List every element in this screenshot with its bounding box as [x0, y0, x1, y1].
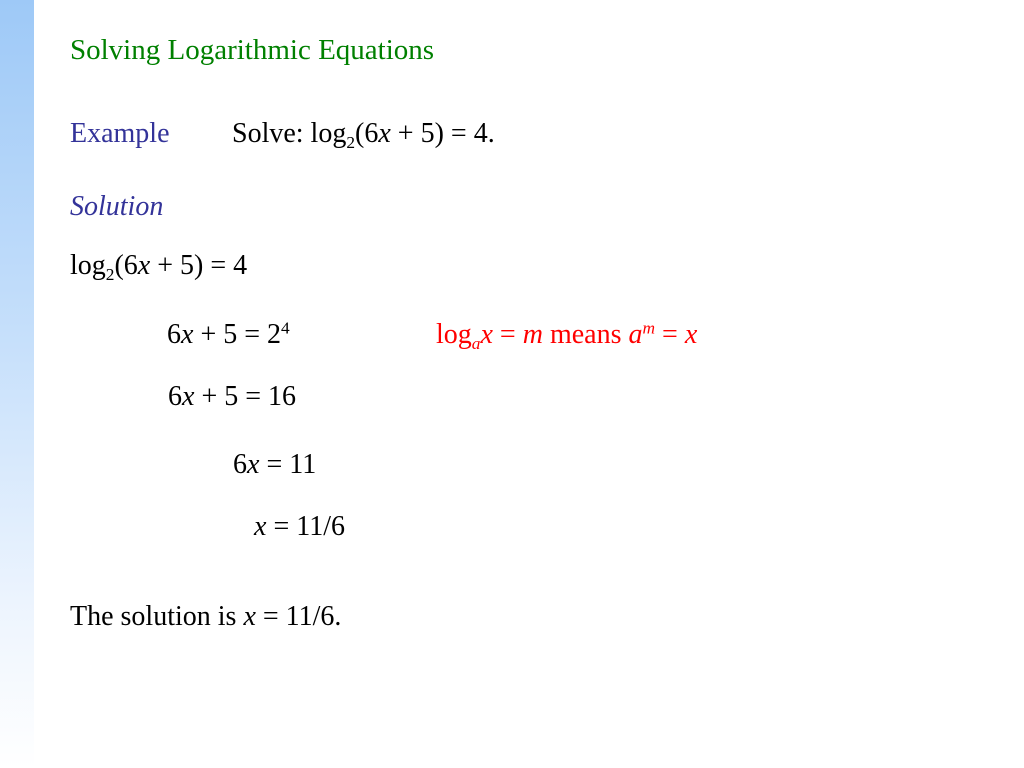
step-5-variable: x — [254, 511, 267, 542]
step-4-coef: 6 — [233, 449, 247, 480]
conclusion-variable: x — [243, 601, 256, 632]
problem-rest: + 5) = 4. — [390, 118, 495, 149]
rule-a: a — [628, 319, 643, 350]
step-1-open: (6 — [114, 250, 138, 281]
rule-x: x — [480, 319, 493, 350]
solution-step-3 — [168, 383, 296, 411]
slide-title: Solving Logarithmic Equations — [70, 34, 435, 66]
log-definition-rule — [436, 318, 698, 354]
problem-variable: x — [378, 118, 391, 149]
step-2-mid: + 5 = 2 — [193, 319, 282, 350]
rule-eq2: = — [655, 319, 685, 350]
solution-step-2 — [167, 318, 290, 350]
step-4-rest: = 11 — [259, 449, 317, 480]
step-2-variable: x — [181, 319, 194, 350]
example-label: Example — [70, 118, 170, 149]
step-1-base: 2 — [105, 265, 115, 285]
solution-label: Solution — [70, 191, 164, 222]
rule-x2: x — [684, 319, 698, 350]
step-4-variable: x — [247, 449, 260, 480]
step-3-rest: + 5 = 16 — [194, 381, 297, 412]
step-1-rest: + 5) = 4 — [150, 250, 248, 281]
problem-arg-open: (6 — [355, 118, 379, 149]
step-3-coef: 6 — [168, 381, 182, 412]
step-2-exponent: 4 — [281, 318, 290, 338]
solution-step-4 — [233, 451, 316, 479]
step-1-variable: x — [137, 250, 151, 281]
problem-log-base: 2 — [346, 133, 356, 153]
problem-statement — [232, 118, 495, 153]
rule-base: a — [471, 334, 481, 354]
step-5-rest: = 11/6 — [266, 511, 345, 542]
solution-step-1 — [70, 250, 248, 285]
rule-log: log — [436, 319, 472, 350]
solution-step-5 — [254, 513, 345, 541]
rule-means: means — [542, 319, 629, 350]
conclusion-prefix: The solution is — [70, 601, 244, 632]
rule-m: m — [522, 319, 543, 350]
rule-exponent: m — [642, 318, 656, 338]
step-2-coef: 6 — [167, 319, 181, 350]
conclusion-text — [70, 603, 341, 631]
step-3-variable: x — [182, 381, 195, 412]
sidebar-gradient-bar — [0, 0, 34, 768]
rule-eq: = — [492, 319, 523, 350]
problem-prefix: Solve: log — [232, 118, 347, 149]
step-1-log: log — [70, 250, 106, 281]
conclusion-rest: = 11/6. — [255, 601, 342, 632]
